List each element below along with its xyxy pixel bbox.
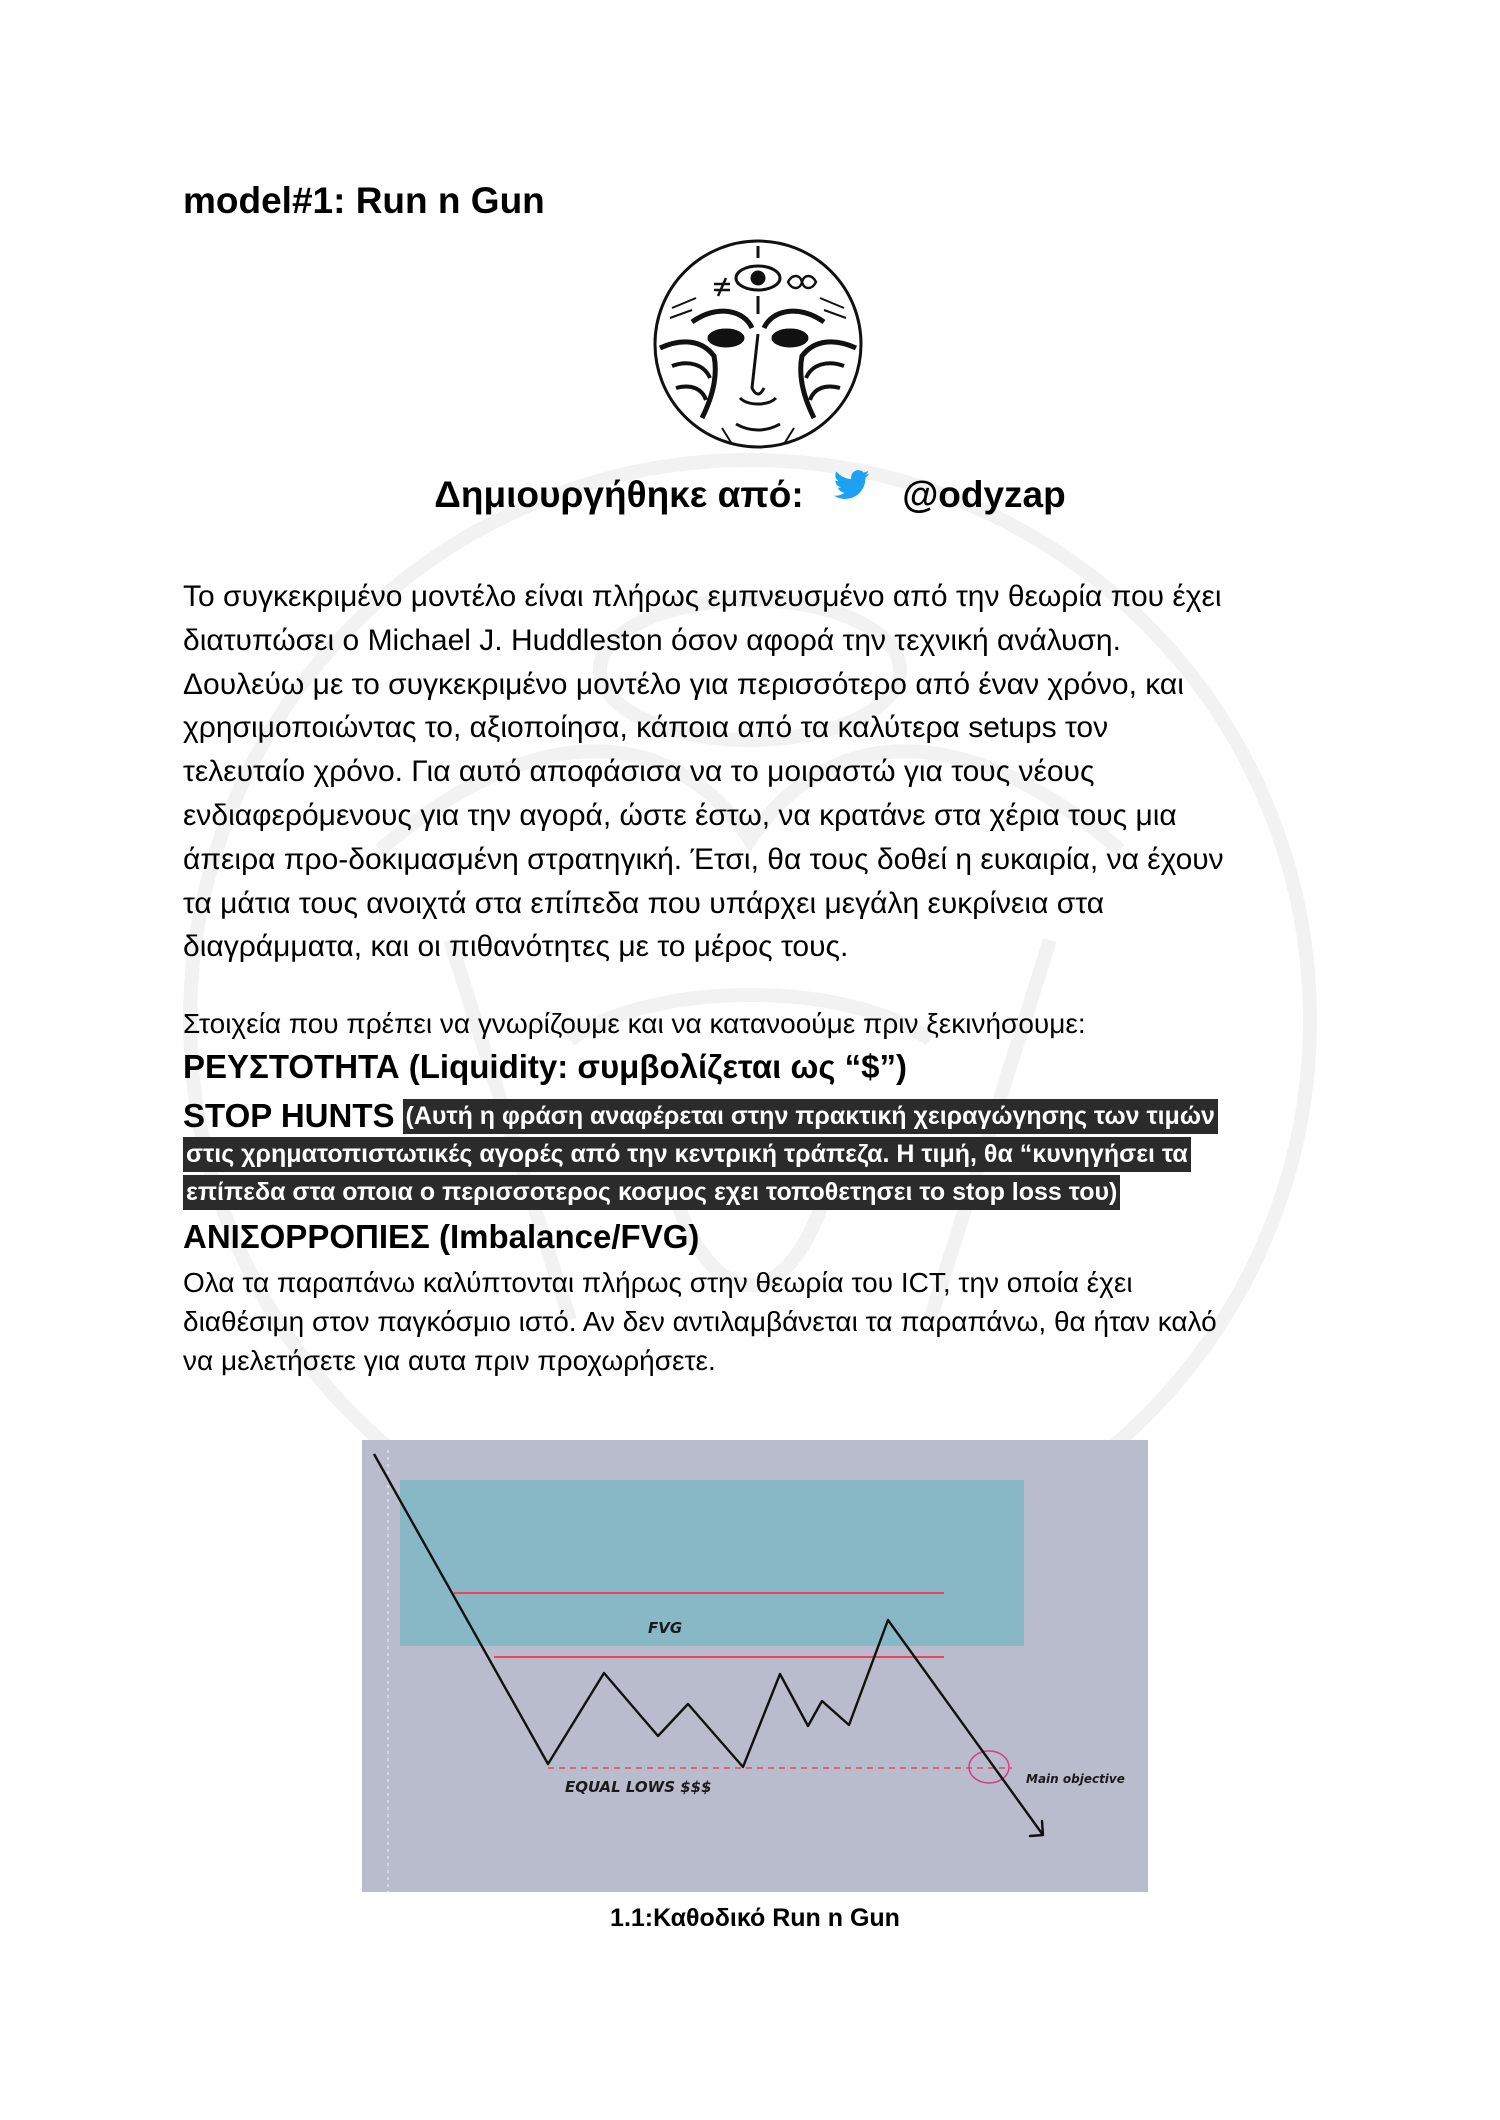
eye-hands-face-logo-icon (652, 238, 864, 450)
intro-line: ενδιαφερόμενους για την αγορά, ώστε έστω, να κρατάνε στα χέρια τους μια (183, 798, 1177, 832)
equal-lows-label: EQUAL LOWS $$$ (565, 1778, 712, 1796)
intro-line: διαγράμματα, και οι πιθανότητες με το μέρος τους. (183, 930, 849, 964)
intro-line: Το συγκεκριμένο μοντέλο είναι πλήρως εμπνευσμένο από την θεωρία που έχει (183, 580, 1222, 613)
intro-paragraph (183, 575, 1343, 969)
intro-line: Δουλεύω με το συγκεκριμένο μοντέλο για περισσότερο από έναν χρόνο, και (183, 667, 1184, 701)
stop-hunts-block (183, 1097, 1323, 1211)
figure-caption: 1.1:Καθοδικό Run n Gun (610, 1904, 900, 1932)
main-objective-label: Main objective (1026, 1772, 1125, 1786)
liquidity-term: ΡΕΥΣΤΟΤΗΤΑ (Liquidity: συμβολίζεται ως “$”) (183, 1048, 908, 1085)
summary-line: να μελετήσετε για αυτα πριν προχωρήσετε. (183, 1345, 716, 1376)
creator-line (0, 472, 1500, 516)
summary-line: Ολα τα παραπάνω καλύπτονται πλήρως στην θεωρία του ICT, την οποία έχει (183, 1267, 1133, 1298)
intro-line: άπειρα προ-δοκιμασμένη στρατηγική. Έτσι, θα τους δοθεί η ευκαιρία, να έχουν (183, 842, 1224, 876)
run-n-gun-diagram (362, 1440, 1148, 1892)
fvg-label: FVG (648, 1619, 683, 1637)
page-title: model#1: Run n Gun (183, 180, 545, 221)
intro-line: διατυπώσει ο Michael J. Huddleston όσον αφορά την τεχνική ανάλυση. (183, 623, 1121, 657)
intro-line: τα μάτια τους ανοιχτά στα επίπεδα που υπάρχει μεγάλη ευκρίνεια στα (183, 886, 1105, 920)
twitter-bird-icon[interactable] (834, 470, 870, 500)
elements-intro: Στοιχεία που πρέπει να γνωρίζουμε και να κατανοούμε πριν ξεκινήσουμε: (183, 1008, 1086, 1039)
stop-hunts-definition-line: στις χρηματοπιστωτικές αγορές από την κεντρική τράπεζα. Η τιμή, θα “κυνηγήσει τα (183, 1137, 1191, 1172)
summary-paragraph (183, 1263, 1343, 1380)
intro-line: τελευταίο χρόνο. Για αυτό αποφάσισα να το μοιραστώ για τους νέους (183, 755, 1095, 789)
creator-handle[interactable]: @odyzap (902, 474, 1066, 516)
fvg-zone (400, 1480, 1024, 1646)
imbalance-term: ΑΝΙΣΟΡΡΟΠΙΕΣ (Imbalance/FVG) (183, 1218, 700, 1255)
stop-hunts-term: STOP HUNTS (183, 1097, 395, 1134)
summary-line: διαθέσιμη στον παγκόσμιο ιστό. Αν δεν αντιλαμβάνεται τα παραπάνω, θα ήταν καλό (183, 1306, 1217, 1337)
stop-hunts-definition-line: επίπεδα στα οποια ο περισσοτερος κοσμος εχει τοποθετησει το stop loss του) (183, 1175, 1120, 1210)
stop-hunts-definition-line: (Αυτή η φράση αναφέρεται στην πρακτική χειραγώγησης των τιμών (403, 1099, 1218, 1134)
creator-label: Δημιουργήθηκε από: (434, 474, 804, 516)
intro-line: χρησιμοποιώντας το, αξιοποίησα, κάποια από τα καλύτερα setups τον (183, 711, 1109, 745)
